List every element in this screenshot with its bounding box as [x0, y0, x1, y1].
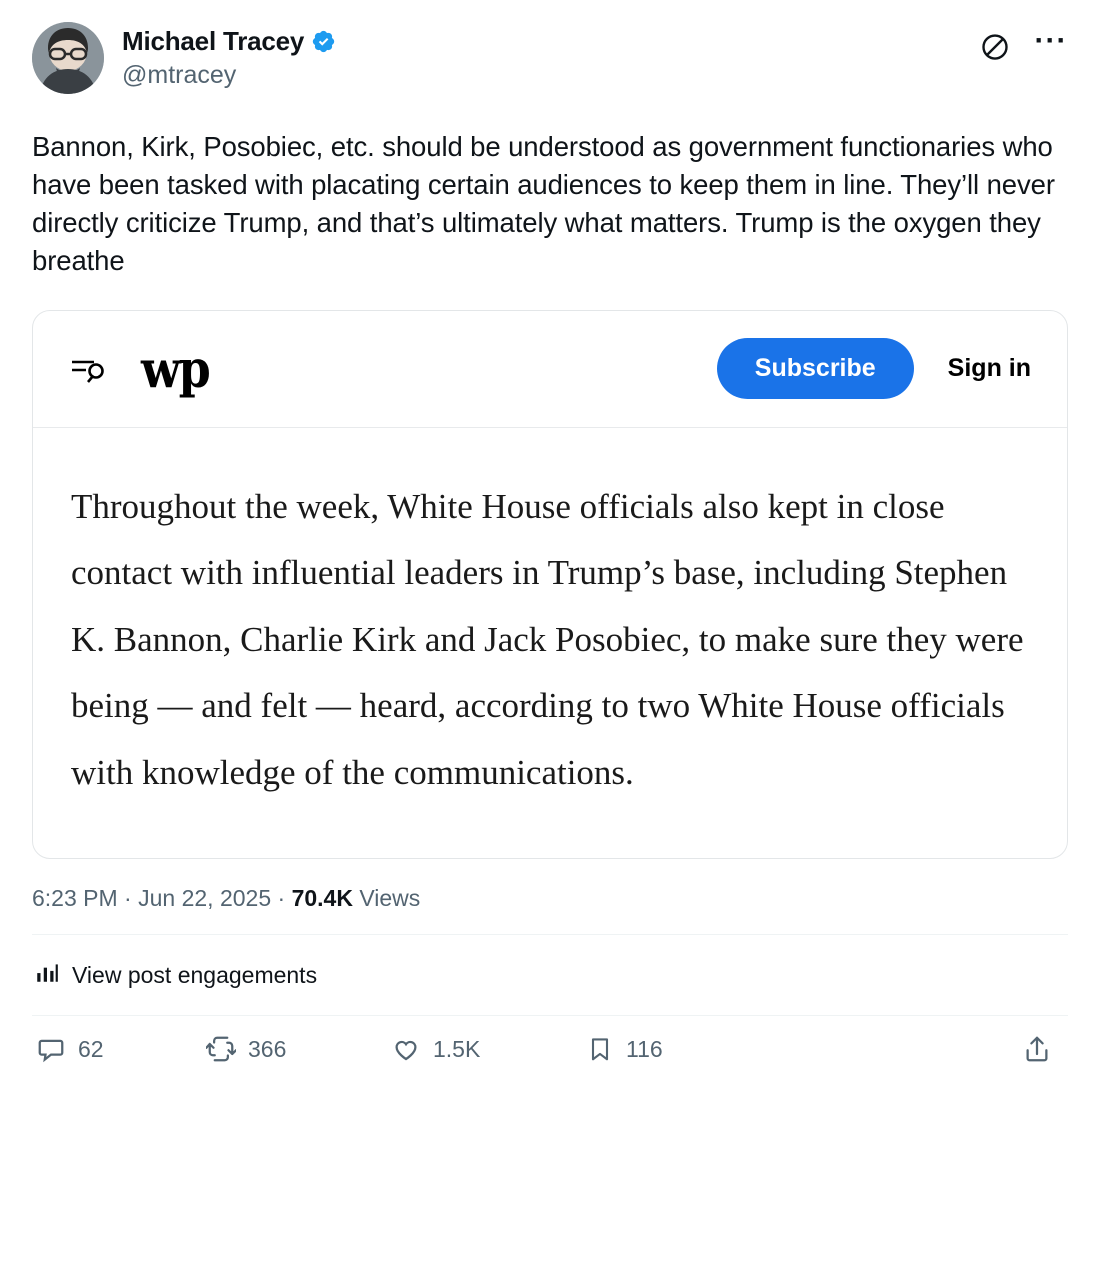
- user-handle[interactable]: @mtracey: [122, 61, 237, 90]
- avatar[interactable]: [32, 22, 104, 94]
- meta-sep-1: ·: [117, 885, 139, 912]
- identity-block: [122, 18, 978, 92]
- engagements-label: View post engagements: [72, 961, 318, 988]
- subscribe-button[interactable]: Subscribe: [717, 338, 914, 399]
- bookmark-count: 116: [626, 1035, 663, 1062]
- reply-button[interactable]: [36, 1034, 206, 1064]
- sign-in-link[interactable]: Sign in: [947, 354, 1031, 383]
- like-count: 1.5K: [433, 1035, 481, 1062]
- meta-sep-2: ·: [271, 885, 292, 912]
- bookmark-button[interactable]: [586, 1035, 796, 1063]
- reply-count: 62: [78, 1035, 104, 1062]
- header-actions: [978, 18, 1068, 64]
- retweet-button[interactable]: [206, 1034, 391, 1064]
- bookmark-icon: [586, 1035, 614, 1063]
- tweet-meta: [32, 859, 1068, 934]
- tweet-action-bar: [32, 1016, 1068, 1064]
- retweet-icon: [206, 1034, 236, 1064]
- display-name[interactable]: Michael Tracey: [122, 26, 305, 56]
- analytics-bars-icon: [34, 959, 60, 991]
- tweet-header: [32, 18, 1068, 114]
- verified-badge-icon: [311, 29, 336, 54]
- card-bar-right: [717, 338, 1031, 399]
- name-row: [122, 26, 978, 57]
- views-label: Views: [359, 885, 421, 912]
- view-post-engagements[interactable]: [32, 935, 1068, 1015]
- tweet-text: Bannon, Kirk, Posobiec, etc. should be understood as government functionaries who have been tasked with placating certain audiences to keep them in line. They’ll never directly criticize Trump, and that’s ultimately what matters. Trump is the oxygen they breathe: [32, 131, 1063, 276]
- retweet-count: 366: [248, 1035, 287, 1062]
- publisher-toolbar: [33, 311, 1067, 428]
- embedded-article-card[interactable]: [32, 310, 1068, 860]
- heart-icon: [391, 1034, 421, 1064]
- article-excerpt: Throughout the week, White House officials also kept in close contact with influential leaders in Trump’s base, including Stephen K. Bannon, Charlie Kirk and Jack Posobiec, to make sure they were being — and felt — heard, according to two White House officials with knowledge of the communications.: [71, 486, 1024, 792]
- tweet-date: Jun 22, 2025: [138, 885, 272, 912]
- views-count: 70.4K: [291, 885, 353, 912]
- hamburger-search-icon[interactable]: [69, 352, 109, 386]
- reply-icon: [36, 1034, 66, 1064]
- share-button[interactable]: [1022, 1034, 1064, 1064]
- mute-icon[interactable]: [978, 30, 1012, 64]
- card-body: [33, 428, 1067, 859]
- share-icon: [1022, 1034, 1052, 1064]
- like-button[interactable]: [391, 1034, 586, 1064]
- more-options-icon[interactable]: ···: [1034, 24, 1068, 57]
- publisher-logo[interactable]: wp: [141, 338, 209, 399]
- tweet-time: 6:23 PM: [32, 885, 118, 912]
